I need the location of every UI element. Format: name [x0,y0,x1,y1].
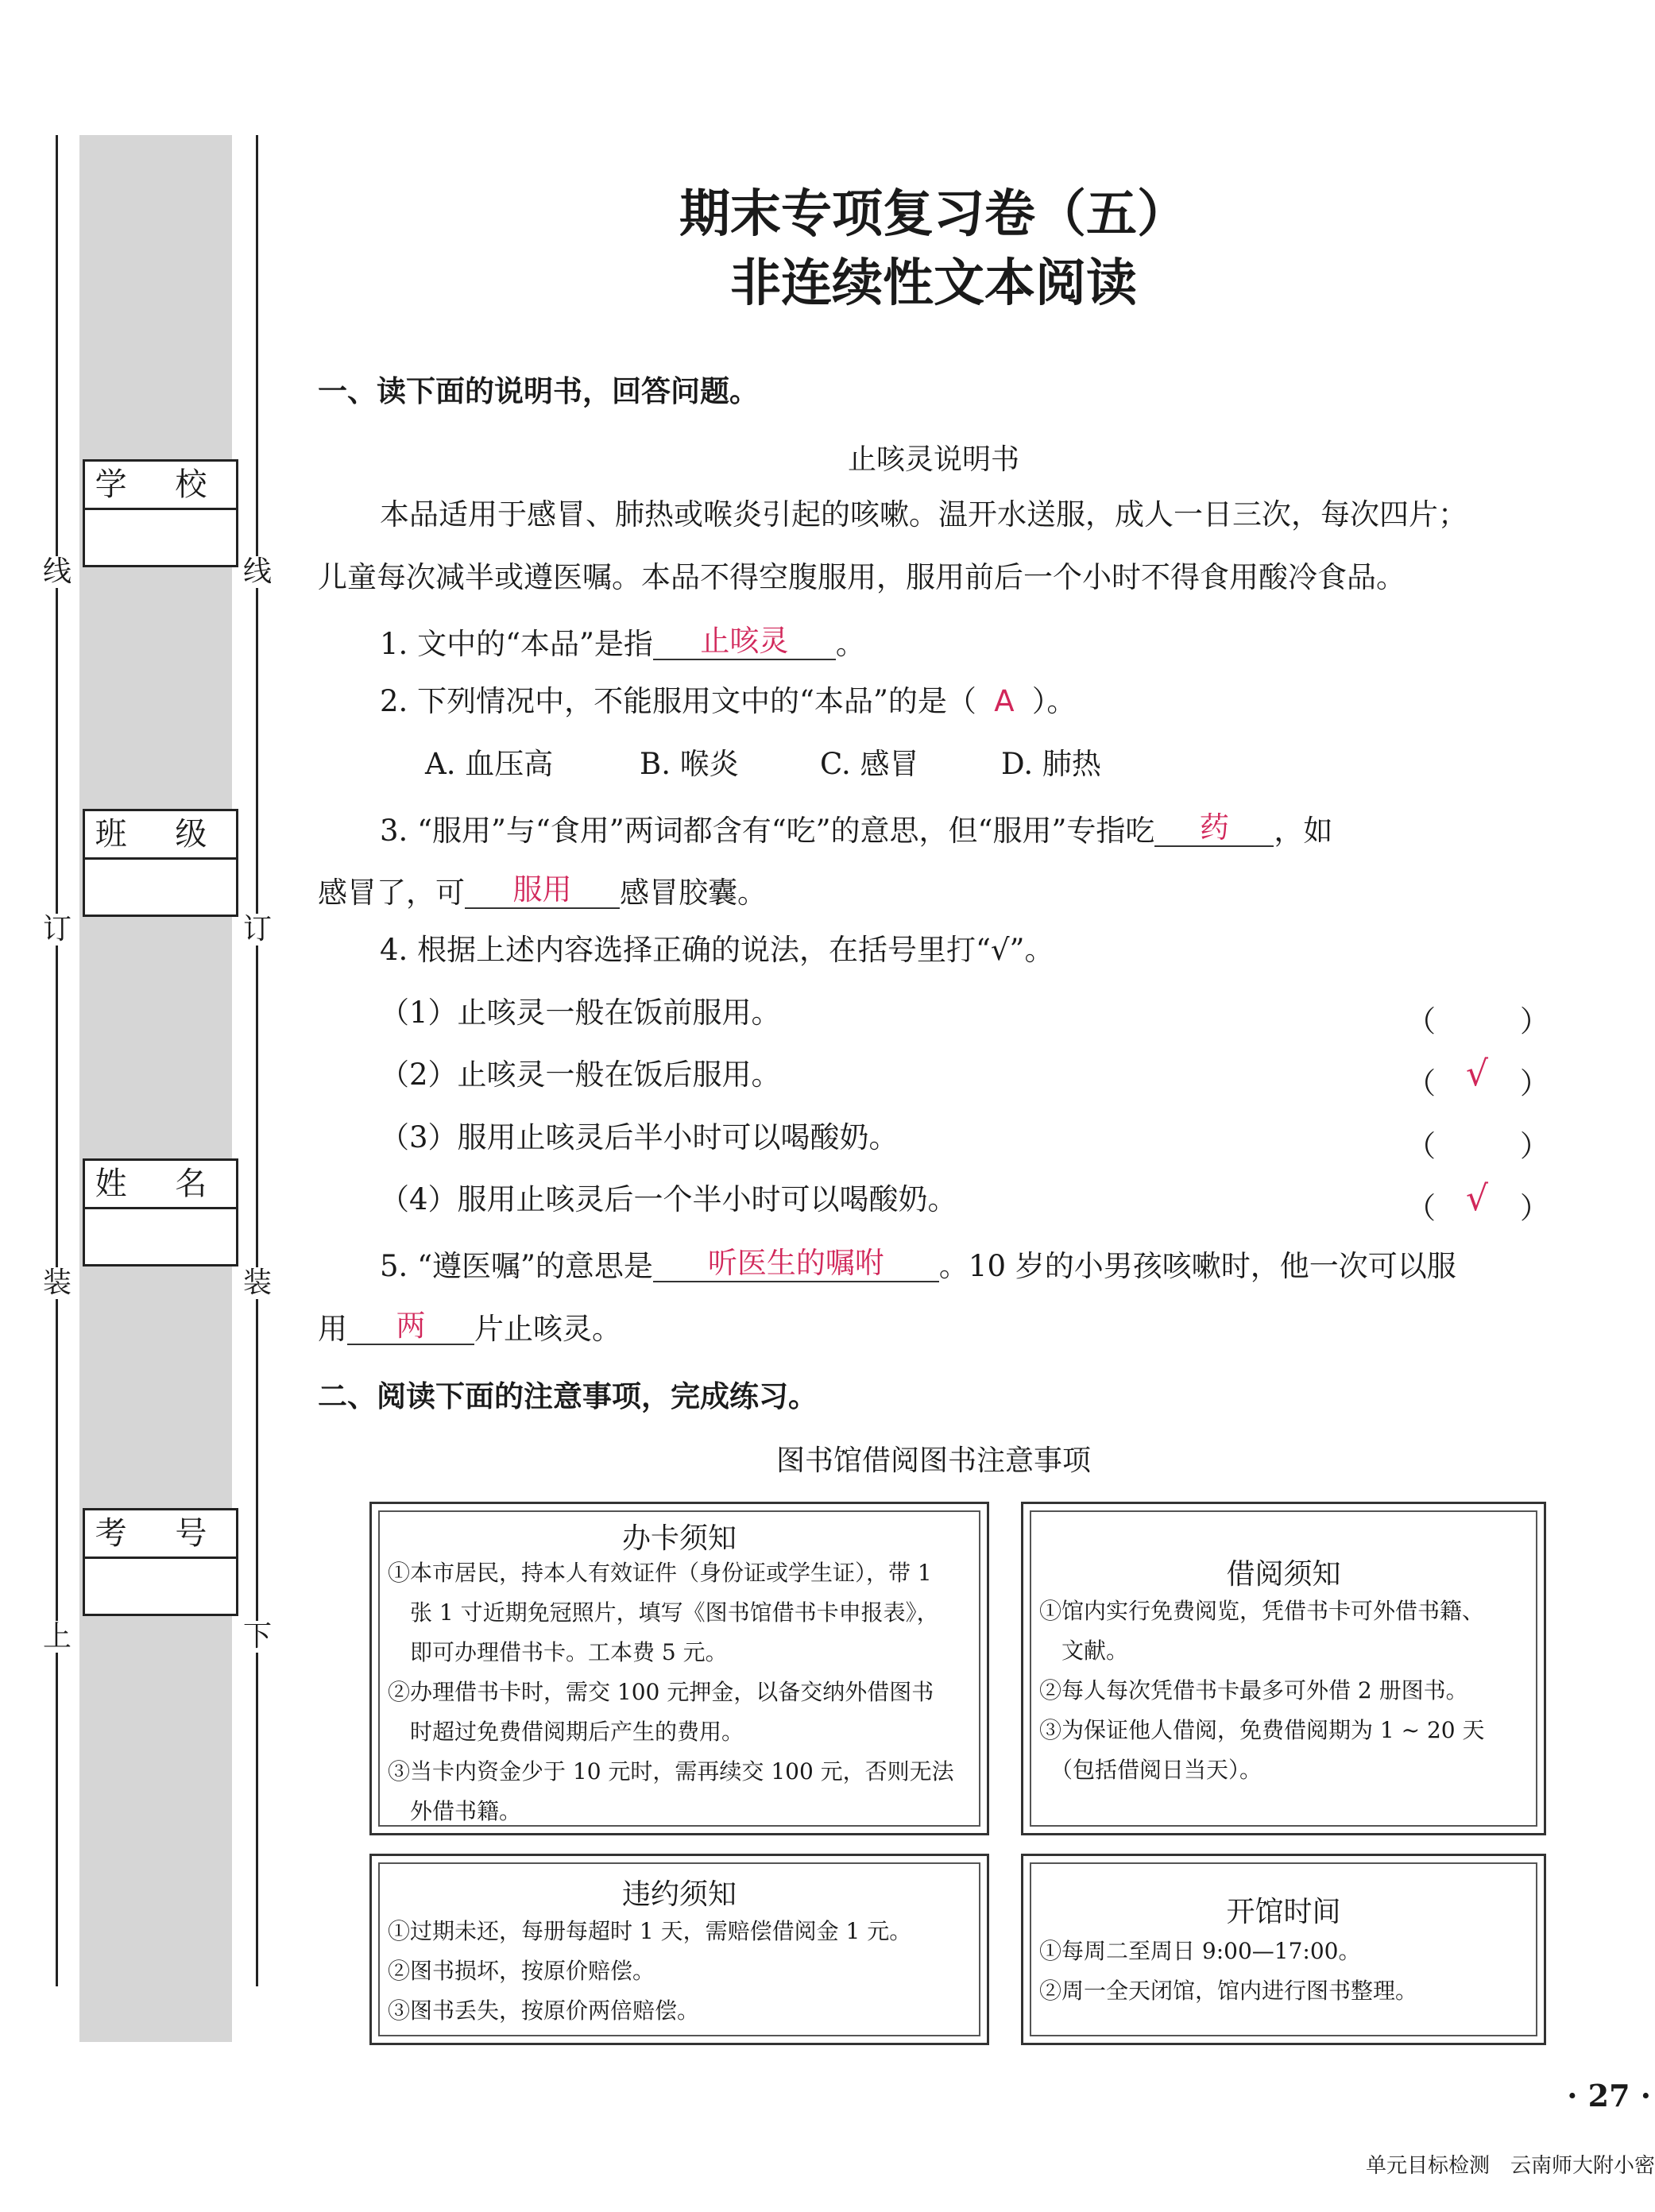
q3-answer2: 服用 [512,872,572,907]
class-label: 班 级 [85,811,236,860]
right-mark-xian: 线 [242,555,272,588]
card-rules-line-4: ②办理借书卡时，需交 100 元押金，以备交纳外借图书 [388,1679,934,1705]
opening-hours-line-1: ①每周二至周日 9:00—17:00。 [1039,1938,1361,1964]
name-field[interactable] [83,1158,238,1266]
instructions-para2: 儿童每次减半或遵医嘱。本品不得空腹服用，服用前后一个小时不得食用酸冷食品。 [318,560,1406,594]
q4-paren-2-open: （ [1406,1066,1436,1100]
right-mark-xia: 下 [242,1620,272,1653]
q4-item-4: （4）服用止咳灵后一个半小时可以喝酸奶。 [380,1182,957,1216]
q3-end: 感冒胶囊。 [620,876,767,910]
binding-line-right [256,135,258,1986]
q2-end: ）。 [1031,684,1077,718]
q5-answer2: 两 [396,1309,426,1343]
left-mark-ding: 订 [42,913,72,946]
q2-option-b: B. 喉炎 [640,747,739,781]
card-rules-title: 办卡须知 [621,1522,737,1555]
card-rules-line-1: ①本市居民，持本人有效证件（身份证或学生证），带 1 [388,1560,932,1586]
violation-rules-title: 违约须知 [621,1878,737,1911]
q3-answer1: 药 [1199,810,1229,845]
q2-option-a: A. 血压高 [425,747,554,781]
name-label: 姓 名 [85,1161,236,1209]
borrow-rules-title: 借阅须知 [1226,1558,1341,1591]
footer-text: 单元目标检测 云南师大附小密 [1365,2154,1655,2178]
library-rules-title: 图书馆借阅图书注意事项 [775,1444,1091,1477]
section1-heading: 一、读下面的说明书，回答问题。 [318,374,759,408]
question-5-line2 [318,1309,621,1345]
right-mark-zhuang: 装 [242,1266,272,1299]
violation-rules-line-3: ③图书丢失，按原价两倍赔偿。 [388,1997,700,2024]
q4-check-4[interactable]: √ [1466,1178,1489,1219]
q1-answer: 止咳灵 [700,624,789,658]
q4-paren-1-open: （ [1406,1004,1436,1038]
opening-hours-title: 开馆时间 [1226,1896,1341,1928]
q3-blank1[interactable] [1154,810,1274,847]
borrow-rules-line-5: （包括借阅日当天）。 [1039,1757,1263,1783]
page-subtitle: 非连续性文本阅读 [730,254,1137,313]
q4-item-1: （1）止咳灵一般在饭前服用。 [380,996,781,1030]
question-1 [380,624,865,660]
q5-blank1[interactable] [653,1246,939,1282]
school-label: 学 校 [85,462,236,510]
right-mark-ding: 订 [242,913,272,946]
card-rules-line-5: 时超过免费借阅期后产生的费用。 [388,1719,744,1745]
question-3 [380,810,1332,847]
borrow-rules-line-4: ③为保证他人借阅，免费借阅期为 1 ~ 20 天 [1039,1717,1485,1743]
q1-text: 1. 文中的“本品”是指 [380,627,653,661]
q2-option-d: D. 肺热 [1001,747,1101,781]
q5-mid: 。10 岁的小男孩咳嗽时，他一次可以服 [938,1249,1456,1283]
page-number: · 27 · [1567,2078,1651,2113]
class-field[interactable] [83,809,238,917]
opening-hours-box [1021,1854,1546,2045]
violation-rules-line-2: ②图书损坏，按原价赔偿。 [388,1958,655,1984]
q4-item-3: （3）服用止咳灵后半小时可以喝酸奶。 [380,1120,899,1154]
violation-rules-box [369,1854,989,2045]
violation-rules-line-1: ①过期未还，每册每超时 1 天，需赔偿借阅金 1 元。 [388,1918,912,1944]
q3-line2-text: 感冒了，可 [318,876,465,910]
school-field[interactable] [83,459,238,567]
q5-answer1: 听医生的嘱咐 [707,1246,884,1280]
question-2 [380,686,1076,717]
q4-paren-3-close: ） [1520,1129,1549,1163]
q3-text: 3. “服用”与“食用”两词都含有“吃”的意思，但“服用”专指吃 [380,814,1155,848]
section2-heading: 二、阅读下面的注意事项，完成练习。 [318,1379,818,1413]
question-4-stem: 4. 根据上述内容选择正确的说法，在括号里打“√”。 [380,933,1054,967]
borrow-rules-line-1: ①馆内实行免费阅览，凭借书卡可外借书籍、 [1039,1598,1485,1624]
q4-paren-2-close: ） [1520,1066,1549,1100]
binding-line-left [56,135,58,1986]
question-5 [380,1246,1456,1282]
q5-end: 片止咳灵。 [474,1312,621,1346]
card-rules-line-2: 张 1 寸近期免冠照片，填写《图书馆借书卡申报表》， [388,1599,939,1626]
q4-paren-1-close: ） [1520,1004,1549,1038]
borrow-rules-line-2: 文献。 [1039,1638,1129,1664]
q4-paren-4-close: ） [1520,1191,1549,1225]
card-rules-line-7: 外借书籍。 [388,1798,522,1824]
left-mark-xian: 线 [42,555,72,588]
instructions-title: 止咳灵说明书 [847,443,1019,476]
page-title: 期末专项复习卷（五） [679,185,1188,244]
card-rules-line-6: ③当卡内资金少于 10 元时，需再续交 100 元，否则无法 [388,1758,954,1785]
borrow-rules-box [1021,1502,1546,1835]
q4-item-2: （2）止咳灵一般在饭后服用。 [380,1058,781,1092]
card-rules-box [369,1502,989,1835]
q2-option-c: C. 感冒 [820,747,919,781]
borrow-rules-line-3: ②每人每次凭借书卡最多可外借 2 册图书。 [1039,1677,1468,1703]
opening-hours-line-2: ②周一全天闭馆，馆内进行图书整理。 [1039,1978,1418,2004]
q1-end: 。 [835,627,865,661]
q4-paren-4-open: （ [1406,1191,1436,1225]
q3-mid: ，如 [1274,814,1333,848]
left-mark-zhuang: 装 [42,1266,72,1299]
exam-number-label: 考 号 [85,1510,236,1559]
instructions-para1: 本品适用于感冒、肺热或喉炎引起的咳嗽。温开水送服，成人一日三次，每次四片； [380,497,1467,532]
q5-line2-text: 用 [318,1312,347,1346]
q5-text: 5. “遵医嘱”的意思是 [380,1249,653,1283]
q5-blank2[interactable] [347,1309,474,1345]
q4-check-2[interactable]: √ [1466,1054,1489,1094]
left-mark-shang: 上 [42,1620,72,1653]
q1-blank[interactable] [653,624,836,660]
binding-strip [79,135,232,2042]
q3-blank2[interactable] [465,872,620,909]
question-3-line2 [318,872,767,909]
q2-answer[interactable]: A [994,684,1015,718]
card-rules-line-3: 即可办理借书卡。工本费 5 元。 [388,1639,728,1665]
q4-paren-3-open: （ [1406,1129,1436,1163]
exam-number-field[interactable] [83,1508,238,1616]
q2-text: 2. 下列情况中，不能服用文中的“本品”的是（ [380,684,976,718]
